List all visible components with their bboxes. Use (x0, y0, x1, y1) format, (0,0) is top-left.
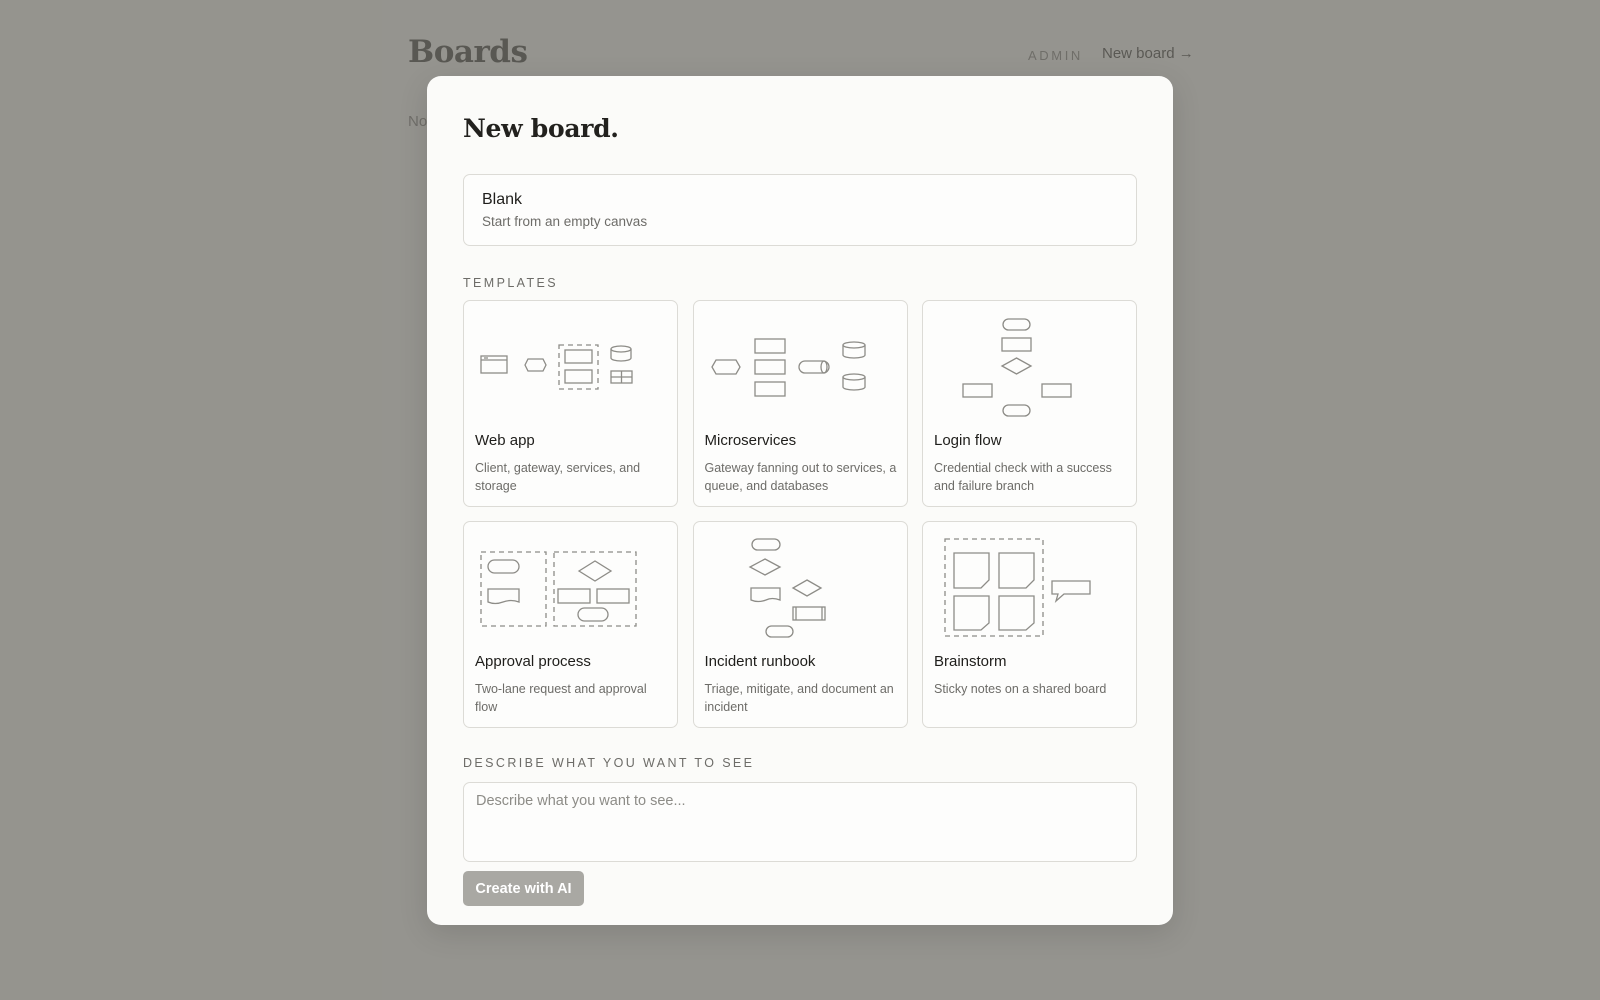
template-title: Microservices (704, 432, 797, 449)
template-description: Triage, mitigate, and document an incident (704, 682, 894, 714)
template-title: Incident runbook (704, 653, 816, 670)
template-title: Login flow (934, 432, 1002, 449)
template-card-brainstorm[interactable] (922, 521, 1137, 728)
template-title: Approval process (475, 653, 591, 670)
template-description: Gateway fanning out to services, a queue, and databases (704, 461, 897, 493)
approval-process-diagram-icon (464, 522, 677, 650)
incident-runbook-diagram-icon (694, 522, 907, 650)
web-app-diagram-icon (464, 301, 677, 429)
blank-option-title: Blank (482, 191, 523, 208)
describe-heading: DESCRIBE WHAT YOU WANT TO SEE (463, 756, 755, 770)
modal-title: New board. (463, 114, 619, 143)
describe-input[interactable] (463, 782, 1137, 862)
template-card-login-flow[interactable] (922, 300, 1137, 507)
template-card-web-app[interactable] (463, 300, 678, 507)
login-flow-diagram-icon (923, 301, 1136, 429)
brainstorm-diagram-icon (923, 522, 1136, 650)
template-card-microservices[interactable] (693, 300, 908, 507)
microservices-diagram-icon (694, 301, 907, 429)
templates-grid (463, 300, 1137, 728)
template-title: Brainstorm (934, 653, 1007, 670)
template-description: Sticky notes on a shared board (934, 682, 1107, 696)
blank-option-description: Start from an empty canvas (482, 214, 648, 229)
template-title: Web app (475, 432, 535, 449)
template-card-incident-runbook[interactable] (693, 521, 908, 728)
templates-heading: TEMPLATES (463, 276, 558, 290)
blank-board-option[interactable] (463, 174, 1137, 246)
template-description: Credential check with a success and failure branch (934, 461, 1112, 493)
template-card-approval-process[interactable] (463, 521, 678, 728)
template-description: Two-lane request and approval flow (475, 682, 647, 714)
template-description: Client, gateway, services, and storage (475, 461, 641, 493)
create-with-ai-button[interactable]: Create with AI (463, 871, 584, 906)
new-board-modal (427, 76, 1173, 925)
